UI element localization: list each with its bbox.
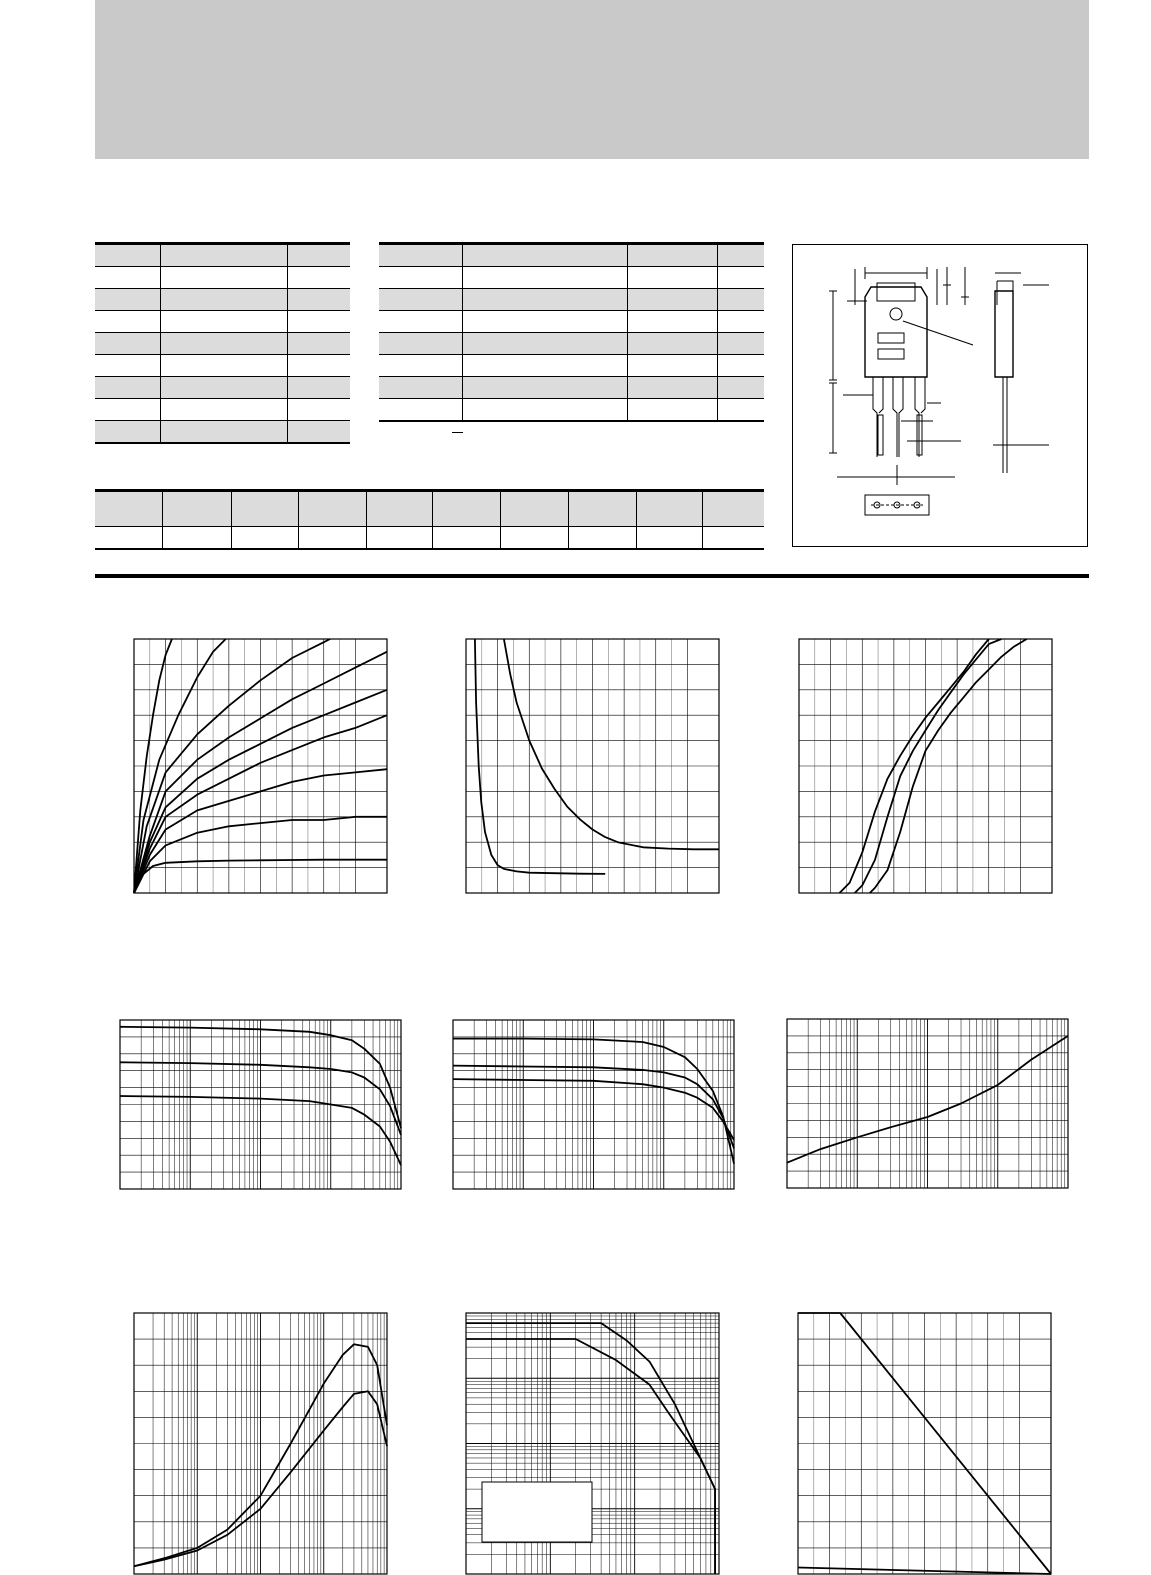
table-row xyxy=(95,377,350,399)
characteristics-table xyxy=(379,242,764,422)
package-outline-box xyxy=(792,244,1088,547)
table-row xyxy=(95,289,350,311)
chart-grid xyxy=(799,639,1052,893)
chart-svg-ft-ic xyxy=(133,1312,388,1575)
chart-svg-soa xyxy=(465,1312,720,1575)
chart-svg-hfe-ic xyxy=(119,1019,402,1190)
table-row xyxy=(95,355,350,377)
chart-ic-vce xyxy=(133,638,388,894)
table-row xyxy=(379,311,764,333)
table-row xyxy=(379,267,764,289)
chart-svg-hfe-ic-temp xyxy=(452,1019,735,1190)
package-outline-drawing xyxy=(793,245,1087,546)
chart-grid xyxy=(453,1020,734,1189)
chart-ft-ic xyxy=(133,1312,388,1575)
chart-svg-ic-vce xyxy=(133,638,388,894)
chart-pc-ta-derating xyxy=(797,1312,1052,1575)
table-row xyxy=(379,333,764,355)
table-row xyxy=(379,289,764,311)
table-row xyxy=(95,491,764,527)
series-line-2 xyxy=(504,639,719,849)
table-row xyxy=(379,377,764,399)
chart-hfe-ic xyxy=(119,1019,402,1190)
chart-safe-operating-area xyxy=(465,1312,720,1575)
chart-grid xyxy=(466,639,719,893)
series-line-1 xyxy=(475,639,605,874)
chart-svg-derating xyxy=(797,1312,1052,1575)
table-row xyxy=(95,311,350,333)
chart-hfe-ic-temp xyxy=(452,1019,735,1190)
table-row xyxy=(95,244,350,267)
chart-svg-ic-vbe xyxy=(798,638,1053,894)
section-rule xyxy=(95,574,1089,578)
chart-grid xyxy=(787,1019,1068,1188)
table-row xyxy=(95,399,350,421)
chart-svg-vce-ib xyxy=(465,638,720,894)
chart-ic-vbe xyxy=(798,638,1053,894)
table-row xyxy=(95,527,764,550)
table-row xyxy=(379,355,764,377)
table-row xyxy=(379,399,764,422)
classification-table xyxy=(95,489,764,550)
chart-svg-vce-sat xyxy=(786,1018,1069,1189)
header-band xyxy=(95,0,1089,159)
table-row xyxy=(95,421,350,444)
ratings-table xyxy=(95,242,350,444)
table-row xyxy=(95,333,350,355)
chart-vce-ib xyxy=(465,638,720,894)
annotation-box xyxy=(482,1482,592,1542)
table-row xyxy=(95,267,350,289)
overline-mark xyxy=(452,432,463,433)
chart-vce-sat xyxy=(786,1018,1069,1189)
table-row xyxy=(379,244,764,267)
chart-grid xyxy=(798,1313,1051,1574)
chart-grid xyxy=(134,1313,387,1574)
